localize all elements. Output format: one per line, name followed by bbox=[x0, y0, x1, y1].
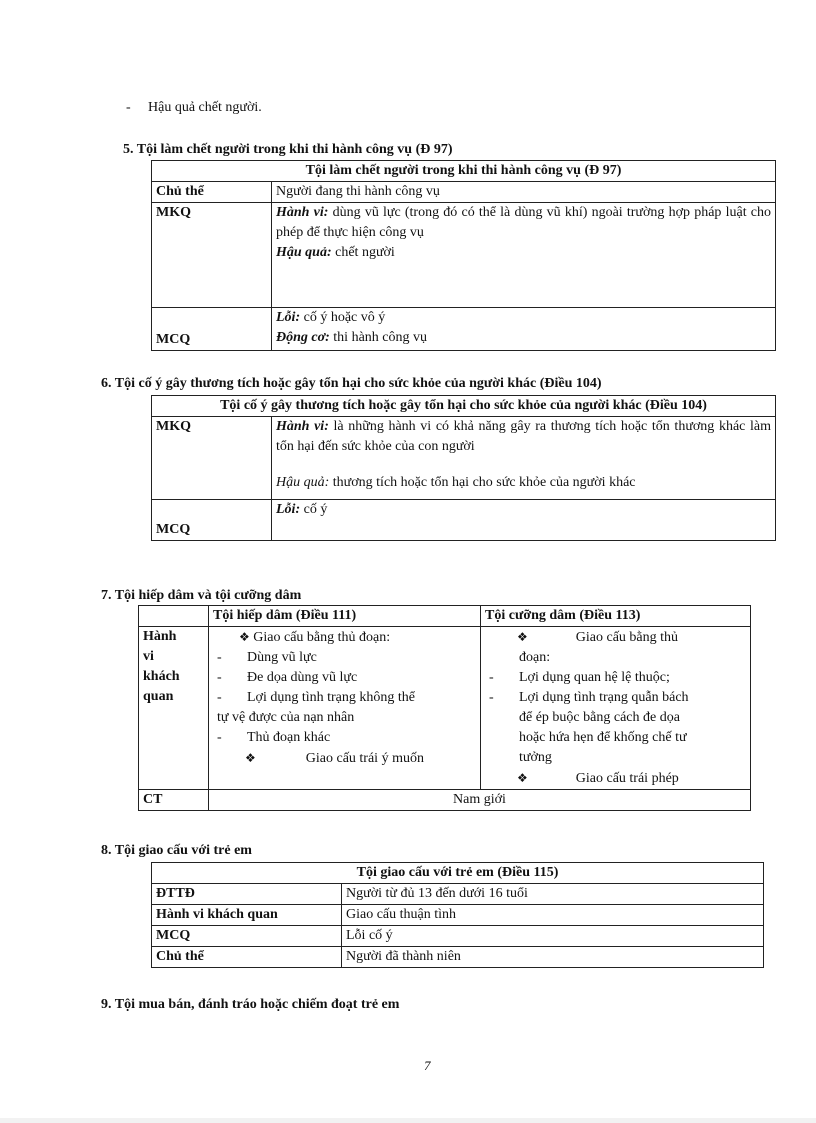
section-8-heading: 8. Tội giao cấu với trẻ em bbox=[101, 843, 252, 858]
section-6-heading: 6. Tội cố ý gây thương tích hoặc gây tổn hại cho sức khỏe của người khác (Điều 104) bbox=[101, 376, 602, 391]
s5-chu-the-value: Người đang thi hành công vụ bbox=[272, 182, 776, 203]
section-6-table bbox=[151, 395, 776, 541]
table-row: ĐTTĐ Người từ đủ 13 đến dưới 16 tuổi bbox=[152, 884, 764, 905]
section-7-table bbox=[138, 605, 751, 811]
s6-table-title: Tội cố ý gây thương tích hoặc gây tổn hại cho sức khỏe của người khác (Điều 104) bbox=[152, 396, 776, 417]
s7-ct-label: CT bbox=[139, 790, 209, 811]
intro-bullet bbox=[126, 98, 262, 118]
diamond-bullet-icon: ❖ bbox=[239, 630, 250, 644]
s6-mcq-cell bbox=[272, 500, 776, 541]
s5-mcq-label: MCQ bbox=[152, 308, 272, 351]
section-8-table bbox=[151, 862, 764, 968]
s7-col1-cell: ❖ Giao cấu bằng thủ đoạn: - Dùng vũ lực - Đe dọa dùng vũ lực - Lợi dụng tình trạng không thể tự vệ được của nạn nhân - Thủ đoạn khác ❖ Giao cấu trái ý muốn bbox=[209, 627, 481, 790]
s5-loi-text: cố ý hoặc vô ý bbox=[303, 310, 386, 325]
s6-hanh-vi-label: Hành vi: bbox=[276, 419, 329, 434]
section-7-heading: 7. Tội hiếp dâm và tội cưỡng dâm bbox=[101, 588, 302, 603]
s6-loi-label: Lỗi: bbox=[276, 502, 301, 517]
section-5-heading: 5. Tội làm chết người trong khi thi hành công vụ (Đ 97) bbox=[123, 142, 453, 157]
s6-mcq-label: MCQ bbox=[152, 500, 272, 541]
s8-table-title: Tội giao cấu với trẻ em (Điều 115) bbox=[152, 863, 764, 884]
s5-table-title: Tội làm chết người trong khi thi hành công vụ (Đ 97) bbox=[152, 161, 776, 182]
s5-dong-co-label: Động cơ: bbox=[276, 330, 330, 345]
s6-mkq-cell bbox=[272, 417, 776, 500]
s7-col1-header: Tội hiếp dâm (Điều 111) bbox=[209, 606, 481, 627]
s5-mkq-label: MKQ bbox=[152, 203, 272, 308]
table-row: Hành vi khách quan Giao cấu thuận tình bbox=[152, 905, 764, 926]
s5-hanh-vi-text: dùng vũ lực (trong đó có thể là dùng vũ khí) ngoài trường hợp pháp luật cho phép để thực hiện công vụ bbox=[276, 205, 772, 240]
table-row: MCQ Lỗi cố ý bbox=[152, 926, 764, 947]
s5-chu-the-label: Chủ thể bbox=[152, 182, 272, 203]
s6-hau-qua-text: thương tích hoặc tổn hại cho sức khỏe của người khác bbox=[332, 475, 636, 490]
s5-dong-co-text: thi hành công vụ bbox=[333, 330, 428, 345]
diamond-bullet-icon: ❖ bbox=[245, 751, 256, 765]
section-5-table bbox=[151, 160, 776, 351]
s7-row-label: Hành vi khách quan bbox=[139, 627, 209, 790]
s6-hau-qua-label: Hậu quả: bbox=[276, 475, 330, 490]
table-row: Chủ thể Người đã thành niên bbox=[152, 947, 764, 968]
s6-loi-text: cố ý bbox=[303, 502, 328, 517]
page-number: 7 bbox=[424, 1058, 431, 1073]
s5-hau-qua-text: chết người bbox=[335, 245, 395, 260]
s7-col2-header: Tội cưỡng dâm (Điều 113) bbox=[481, 606, 751, 627]
bullet-dash: - bbox=[126, 100, 131, 115]
s5-mcq-cell bbox=[272, 308, 776, 351]
page-bottom-edge bbox=[0, 1118, 816, 1123]
section-9-heading: 9. Tội mua bán, đánh tráo hoặc chiếm đoạt trẻ em bbox=[101, 997, 400, 1012]
diamond-bullet-icon: ❖ bbox=[517, 771, 528, 785]
s7-col2-cell: ❖ Giao cấu bằng thủ đoạn: - Lợi dụng quan hệ lệ thuộc; - Lợi dụng tình trạng quẫn bách để ép buộc bằng cách đe dọa hoặc hứa hẹn để khống chế tư tưởng ❖ Giao cấu trái phép bbox=[481, 627, 751, 790]
s6-hanh-vi-text: là những hành vi có khả năng gây ra thương tích hoặc tổn thương khác làm tổn hại đến sức khỏe của con người bbox=[276, 419, 771, 454]
s5-loi-label: Lỗi: bbox=[276, 310, 301, 325]
s6-mkq-label: MKQ bbox=[152, 417, 272, 500]
s5-mkq-cell bbox=[272, 203, 776, 308]
s5-hau-qua-label: Hậu quả: bbox=[276, 245, 332, 260]
diamond-bullet-icon: ❖ bbox=[517, 630, 528, 644]
bullet-text: Hậu quả chết người. bbox=[148, 100, 262, 115]
s7-ct-value: Nam giới bbox=[209, 790, 751, 811]
s5-hanh-vi-label: Hành vi: bbox=[276, 205, 329, 220]
